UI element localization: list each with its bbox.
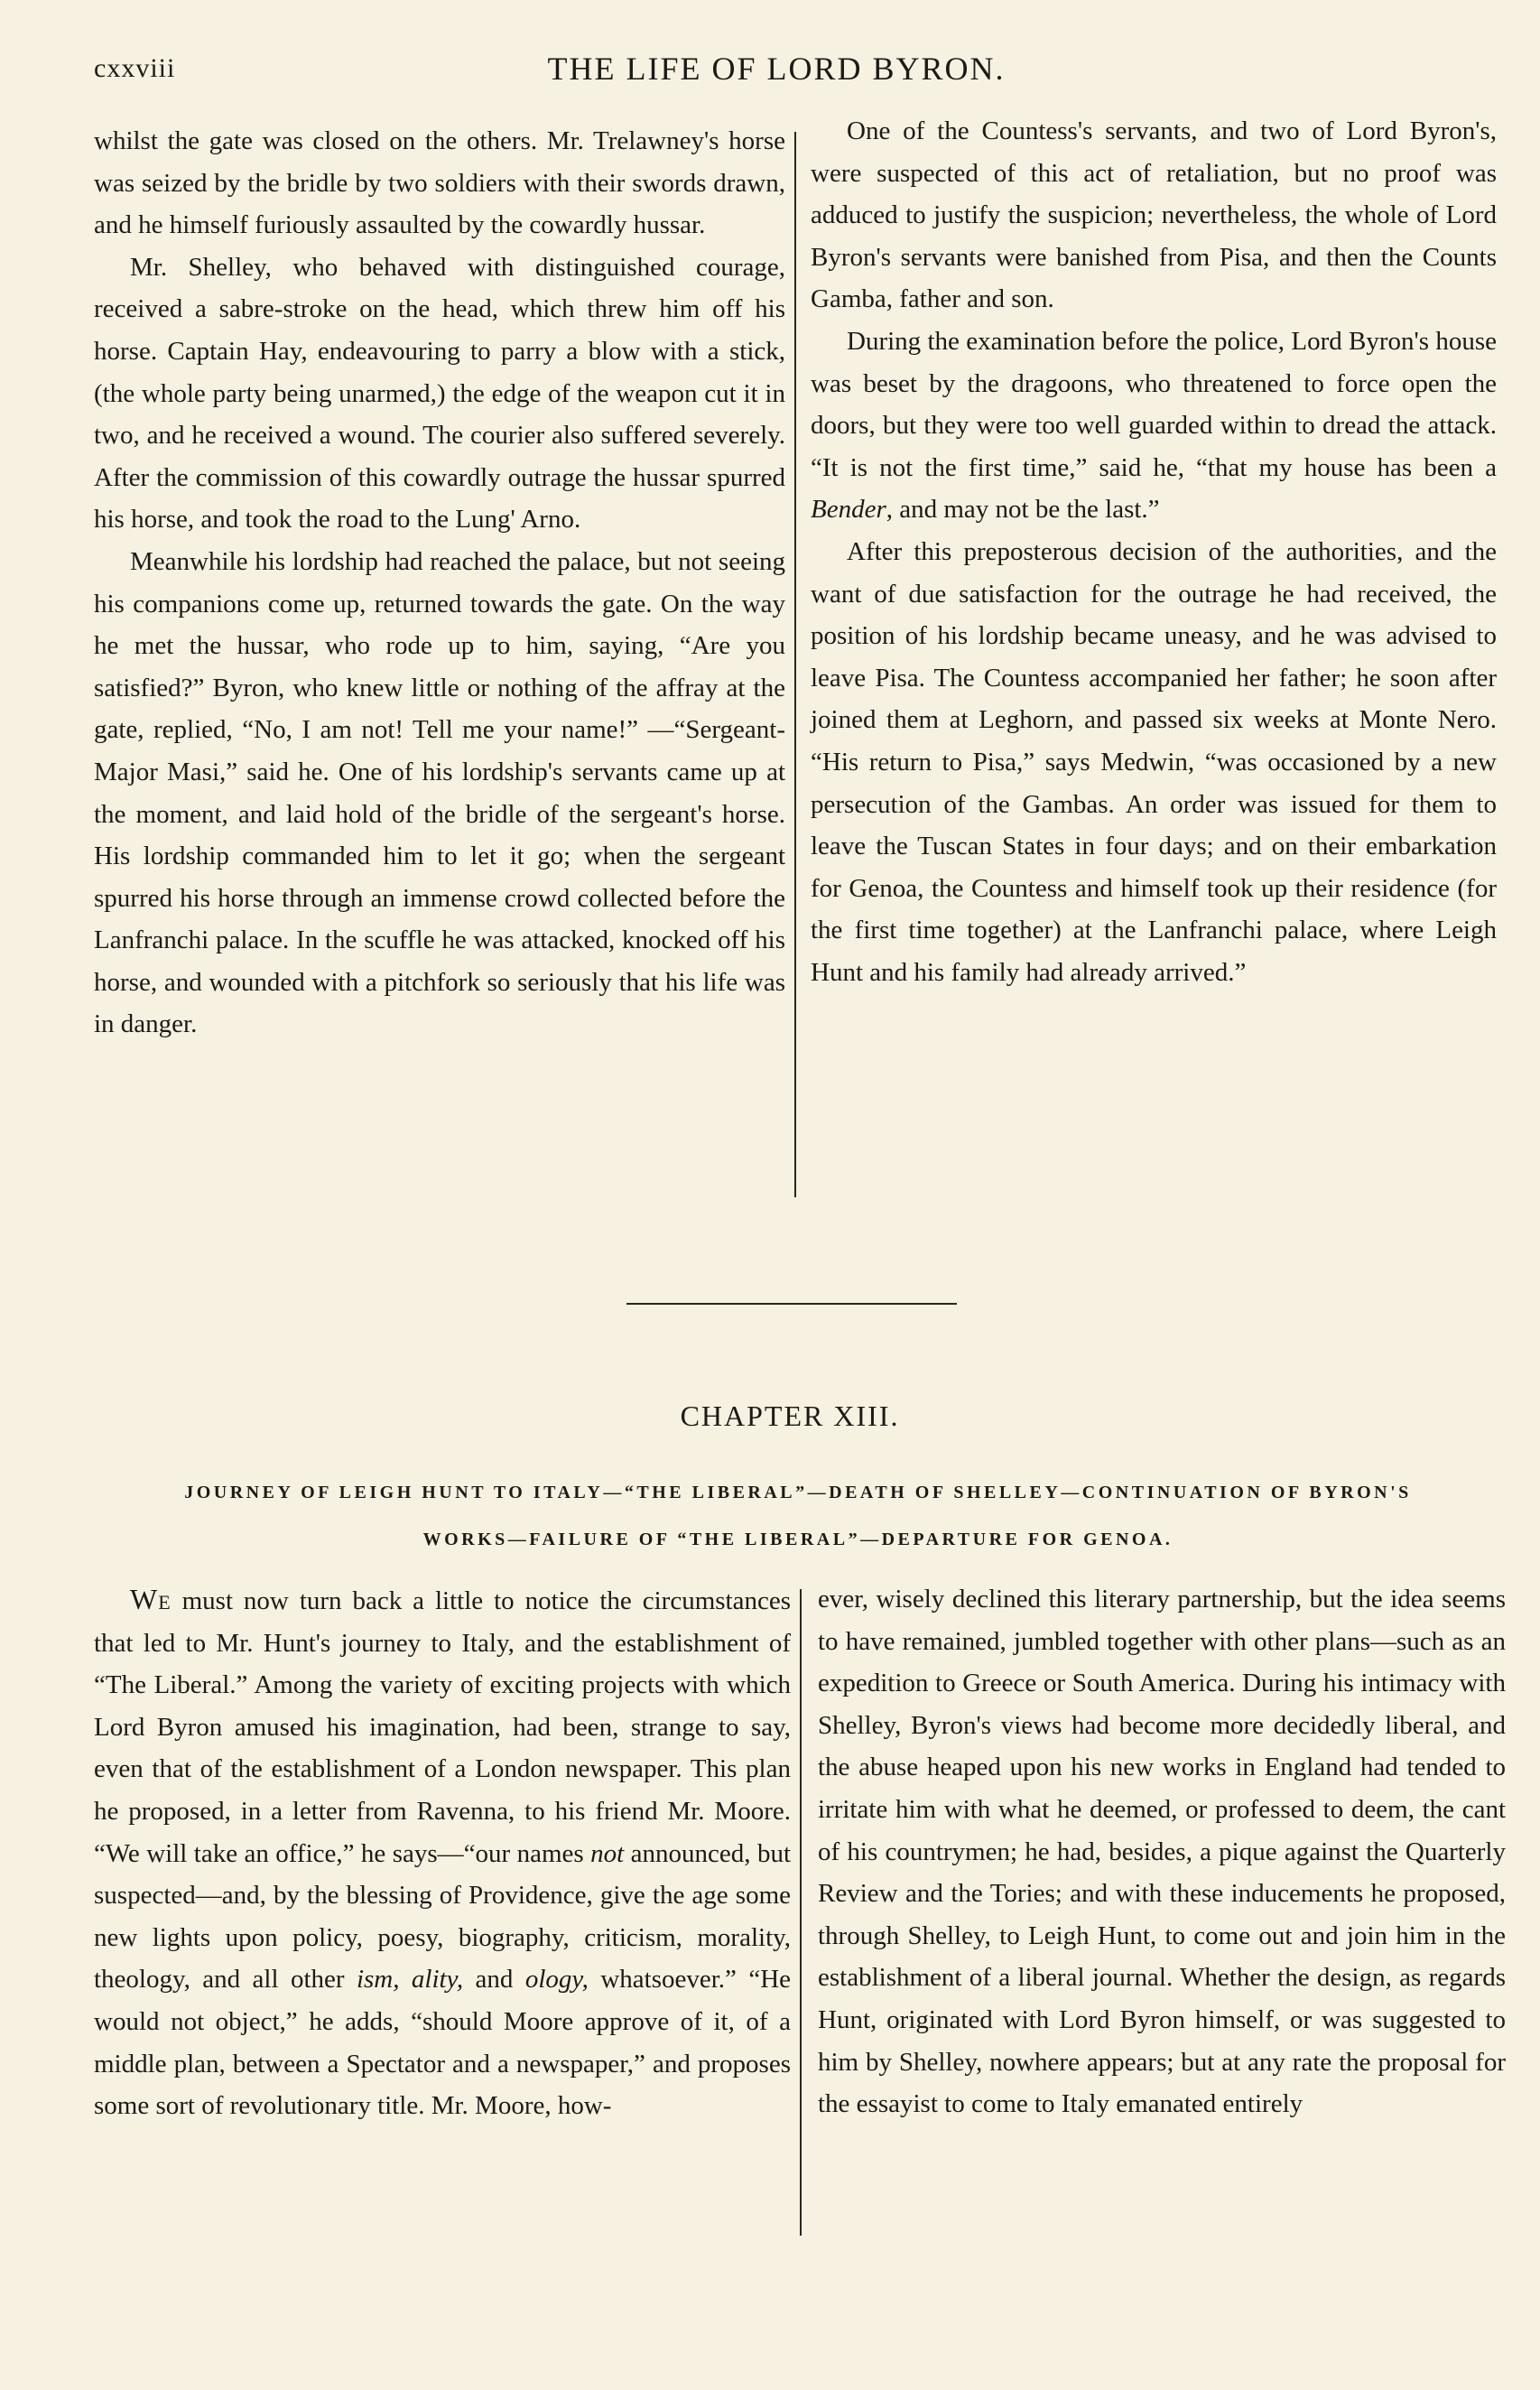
italic-text: ology, <box>524 1965 589 1995</box>
paragraph <box>811 321 1497 531</box>
page-number: cxxviii <box>94 53 176 83</box>
section-separator-rule <box>626 1303 957 1305</box>
running-title: THE LIFE OF LORD BYRON. <box>547 51 1006 87</box>
italic-text: ism, ality, <box>356 1965 464 1995</box>
italic-text: not <box>590 1838 625 1868</box>
synopsis-line: WORKS—FAILURE OF “THE LIBERAL”—DEPARTURE FOR GENOA. <box>422 1530 1174 1549</box>
paragraph: Mr. Shelley, who behaved with distinguished courage, received a sabre-stroke on the head, which threw him off his horse. Captain Hay, endeavouring to parry a blow with a stick, (the whole party being unarmed,) the edge of the weapon cut it in two, and he received a wound. The courier also suffered severely. After the commission of this cowardly outrage the hussar spurred his horse, and took the road to the Lung' Arno. <box>94 252 785 535</box>
italic-text: Bender <box>811 495 886 525</box>
paragraph <box>94 1578 791 2127</box>
text-run: must now turn back a little to notice the circumstances that led to Mr. Hunt's journey to Italy, and the establishment of “The Liberal.” Among the variety of exciting projects with which Lord Byron amused his imagination, had been, strange to say, even that of the establishment of a London newspaper. This plan he proposed, in a letter from Ravenna, to his friend Mr. Moore. “We will take an office,” he says—“our names <box>94 1586 791 1868</box>
column-divider <box>800 1589 802 2236</box>
paragraph: Meanwhile his lordship had reached the palace, but not seeing his companions come up, returned towards the gate. On the way he met the hussar, who rode up to him, saying, “Are you satisfied?” Byron, who knew little or nothing of the affray at the gate, replied, “No, I am not! Tell me your name!” —“Sergeant-Major Masi,” said he. One of his lordship's servants came up at the moment, and laid hold of the bridle of the sergeant's horse. His lordship commanded him to let it go; when the sergeant spurred his horse through an immense crowd collected before the Lanfranchi palace. In the scuffle he was attacked, knocked off his horse, and wounded with a pitchfork so seriously that his life was in danger. <box>94 546 785 1039</box>
top-left-column <box>94 120 785 1046</box>
text-run: and <box>463 1965 525 1995</box>
paragraph: One of the Countess's servants, and two of Lord Byron's, were suspected of this act of retaliation, but no proof was adduced to justify the suspicion; nevertheless, the whole of Lord Byron's servants were banished from Pisa, and then the Counts Gamba, father and son. <box>811 116 1497 314</box>
column-divider <box>794 132 796 1197</box>
lead-word: We <box>130 1583 172 1615</box>
bottom-left-column <box>94 1578 791 2127</box>
text-run: whatsoever.” “He would not object,” he adds, “should Moore approve of it, of a middle plan, between a Spectator and a newspaper,” and proposes some sort of revolutionary title. Mr. Moore, how- <box>94 1965 792 2121</box>
text-run: , and may not be the last.” <box>886 495 1160 525</box>
paragraph: ever, wisely declined this literary partnership, but the idea seems to have remained, jumbled together with other plans—such as an expedition to Greece or South America. During his intimacy with Shelley, Byron's views had become more decidedly liberal, and the abuse heaped upon his new works in England had tended to irritate him with what he deemed, or professed to deem, the cant of his countrymen; he had, besides, a pique against the Quarterly Review and the Tories; and with these inducements he proposed, through Shelley, to Leigh Hunt, to come out and join him in the establishment of a liberal journal. Whether the design, as regards Hunt, originated with Lord Byron himself, or was suggested to him by Shelley, nowhere appears; but at any rate the proposal for the essayist to come to Italy emanated entirely <box>818 1585 1506 2119</box>
bottom-right-column <box>818 1578 1506 2125</box>
paragraph: After this preposterous decision of the authorities, and the want of due satisfaction for the outrage he had received, the position of his lordship became uneasy, and he was advised to leave Pisa. The Countess accompanied her father; he soon after joined them at Leghorn, and passed six weeks at Monte Nero. “His return to Pisa,” says Medwin, “was occasioned by a new persecution of the Gambas. An order was issued for them to leave the Tuscan States in four days; and on their embarkation for Genoa, the Countess and himself took up their residence (for the first time together) at the Lanfranchi palace, where Leigh Hunt and his family had already arrived.” <box>811 536 1497 987</box>
paragraph: whilst the gate was closed on the others. Mr. Trelawney's horse was seized by the bridle by two soldiers with their swords drawn, and he himself furiously assaulted by the cowardly hussar. <box>94 126 785 240</box>
text-run: announced, but suspected—and, by the blessing of Providence, give the age some new lights upon policy, poesy, biography, criticism, morality, theology, and all other <box>94 1838 791 1995</box>
top-right-column <box>811 110 1497 993</box>
text-run: During the examination before the police, Lord Byron's house was beset by the dragoons, who threatened to force open the doors, but they were too well guarded within to dread the attack. “It is not the first time,” said he, “that my house has been a <box>811 326 1497 482</box>
chapter-synopsis <box>94 1469 1502 1563</box>
synopsis-line: JOURNEY OF LEIGH HUNT TO ITALY—“THE LIBERAL”—DEATH OF SHELLEY—CONTINUATION OF BYRON'S <box>184 1483 1412 1502</box>
chapter-title: CHAPTER XIII. <box>680 1400 900 1432</box>
running-head <box>0 50 1540 93</box>
